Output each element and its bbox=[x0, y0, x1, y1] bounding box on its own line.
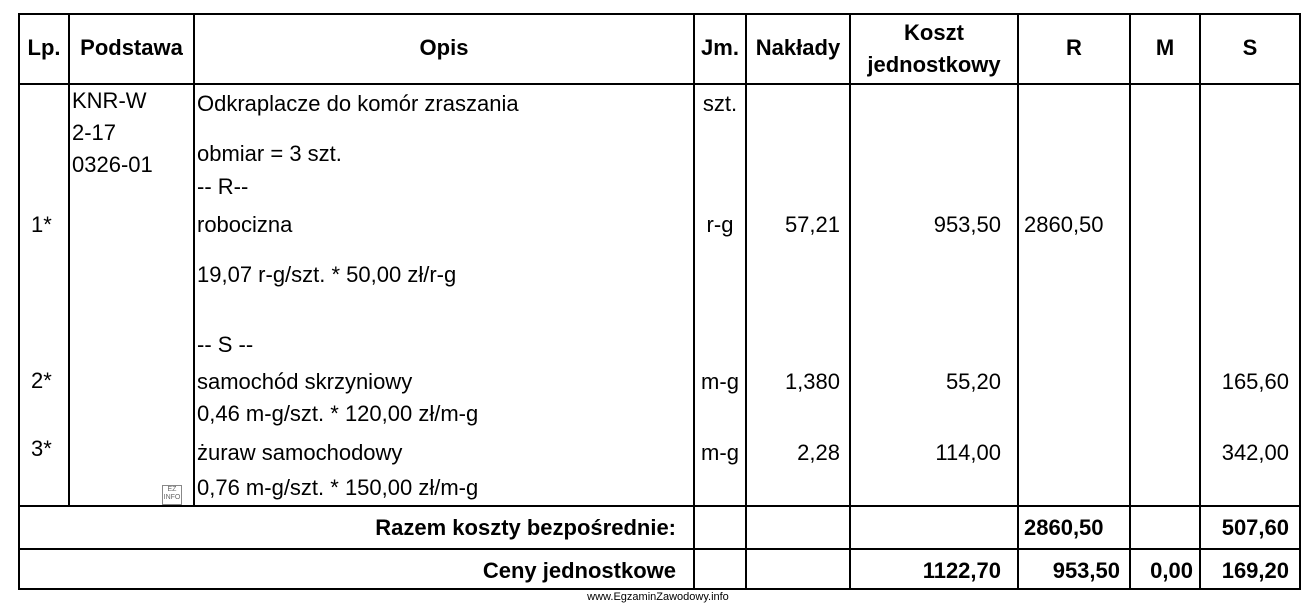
row-2-jm: m-g bbox=[701, 369, 739, 394]
header-koszt-line1: Koszt bbox=[904, 20, 964, 45]
row-3-s: 342,00 bbox=[1221, 440, 1289, 465]
header-m: M bbox=[1155, 35, 1175, 60]
unit-prices-m: 0,00 bbox=[1150, 558, 1193, 583]
col-sep-podstawa bbox=[68, 13, 70, 507]
row-1-formula: 19,07 r-g/szt. * 50,00 zł/r-g bbox=[197, 262, 457, 287]
direct-costs-bottom-border bbox=[18, 548, 1301, 550]
col-sep-koszt bbox=[849, 13, 851, 590]
body-bottom-border bbox=[18, 505, 1301, 507]
row-1-koszt: 953,50 bbox=[933, 212, 1001, 237]
unit-prices-label: Ceny jednostkowe bbox=[482, 558, 676, 583]
border-right bbox=[1299, 13, 1301, 590]
basis-line-2: 2-17 bbox=[72, 120, 117, 145]
row-1-r: 2860,50 bbox=[1024, 212, 1104, 237]
direct-costs-label: Razem koszty bezpośrednie: bbox=[375, 515, 676, 540]
row-2-lp: 2* bbox=[31, 368, 52, 393]
unit-prices-r: 953,50 bbox=[1052, 558, 1120, 583]
basis-line-1: KNR-W bbox=[72, 88, 147, 113]
col-sep-naklady bbox=[745, 13, 747, 590]
col-sep-r bbox=[1017, 13, 1019, 590]
border-left bbox=[18, 13, 20, 590]
row-2-formula: 0,46 m-g/szt. * 120,00 zł/m-g bbox=[197, 401, 479, 426]
table-top-border bbox=[18, 13, 1301, 15]
direct-costs-s: 507,60 bbox=[1221, 515, 1289, 540]
header-opis: Opis bbox=[419, 35, 469, 60]
row-3-name: żuraw samochodowy bbox=[197, 440, 403, 465]
row-2-koszt: 55,20 bbox=[945, 369, 1001, 394]
row-1-name: robocizna bbox=[197, 212, 293, 237]
row-2-name: samochód skrzyniowy bbox=[197, 369, 413, 394]
header-podstawa: Podstawa bbox=[80, 35, 183, 60]
header-jm: Jm. bbox=[701, 35, 739, 60]
footer-url: www.EgzaminZawodowy.info bbox=[587, 591, 729, 603]
watermark-stamp-icon: EZ INFO bbox=[162, 485, 182, 505]
row-2-naklady: 1,380 bbox=[784, 369, 840, 394]
row-3-lp: 3* bbox=[31, 436, 52, 461]
header-koszt-line2: jednostkowy bbox=[867, 52, 1001, 77]
section-s-label: -- S -- bbox=[197, 332, 254, 357]
row-3-koszt: 114,00 bbox=[935, 440, 1001, 465]
header-bottom-border bbox=[18, 83, 1301, 85]
col-sep-opis bbox=[193, 13, 195, 507]
col-sep-s bbox=[1199, 13, 1201, 590]
header-naklady: Nakłady bbox=[755, 35, 841, 60]
unit-prices-s: 169,20 bbox=[1221, 558, 1289, 583]
row-3-naklady: 2,28 bbox=[797, 440, 840, 465]
position-measure: obmiar = 3 szt. bbox=[197, 141, 342, 166]
row-1-naklady: 57,21 bbox=[784, 212, 840, 237]
row-1-lp: 1* bbox=[31, 212, 52, 237]
header-lp: Lp. bbox=[27, 35, 61, 60]
row-2-s: 165,60 bbox=[1221, 369, 1289, 394]
position-title: Odkraplacze do komór zraszania bbox=[197, 91, 519, 116]
header-s: S bbox=[1242, 35, 1258, 60]
header-r: R bbox=[1066, 35, 1082, 60]
direct-costs-r: 2860,50 bbox=[1024, 515, 1104, 540]
position-unit: szt. bbox=[702, 91, 738, 116]
row-3-formula: 0,76 m-g/szt. * 150,00 zł/m-g bbox=[197, 475, 479, 500]
col-sep-m bbox=[1129, 13, 1131, 590]
row-1-jm: r-g bbox=[706, 212, 734, 237]
section-r-label: -- R-- bbox=[197, 174, 249, 199]
basis-line-3: 0326-01 bbox=[72, 152, 153, 177]
unit-prices-koszt: 1122,70 bbox=[922, 558, 1001, 583]
row-3-jm: m-g bbox=[701, 440, 739, 465]
